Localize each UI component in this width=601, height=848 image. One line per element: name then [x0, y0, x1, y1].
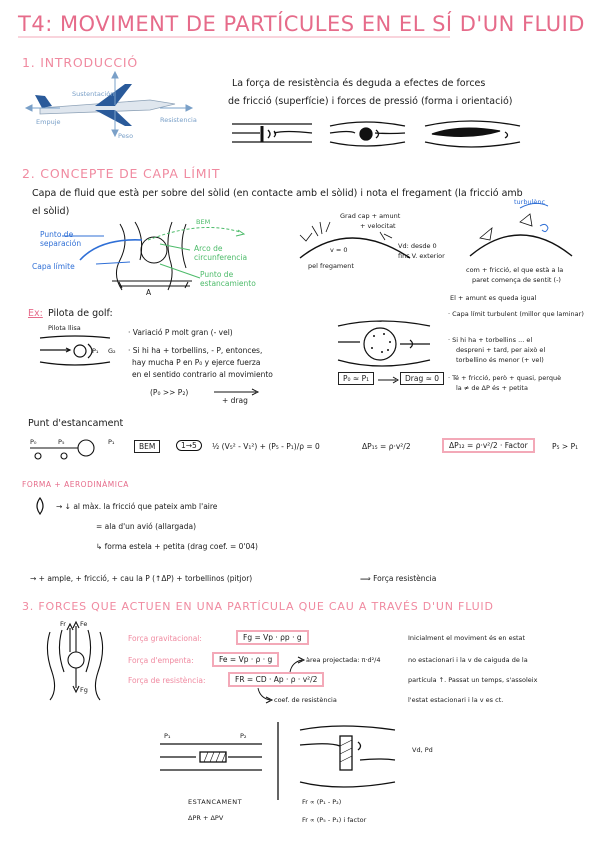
section-2-heading: 2. CONCEPTE DE CAPA LÍMIT	[22, 166, 221, 181]
smooth-ball-label: Pilota llisa	[48, 324, 81, 332]
right-note-3: despreni + tard, per això el	[456, 346, 546, 354]
dimension-a-label: A	[146, 288, 152, 297]
right-note-2: · Si hi ha + torbellins ... el	[448, 336, 533, 344]
p1-label: P₁	[92, 347, 99, 355]
pressure-equal-box: P₀ ≈ P₁	[338, 372, 374, 385]
stagnation-point-label: Punto de estancamiento	[200, 270, 256, 288]
right-note-1: · Capa límit turbulent (millor que laminar)	[448, 310, 584, 318]
golf-bullet-4: en el sentido contrario al movimiento	[132, 370, 273, 379]
arc-label: Arco de circunferencia	[194, 244, 248, 262]
gravity-equation: Fg = Vp · ρp · g	[236, 630, 309, 645]
buoyancy-label: Força d'empenta:	[128, 656, 194, 665]
resistance-label: Força de resistència:	[128, 676, 206, 685]
stag-p5-label: P₅	[58, 438, 65, 446]
vd-pd-label: Vd, Pd	[412, 746, 433, 754]
lift-label: Sustentación	[72, 90, 115, 98]
section-2-intro-2: el sòlid)	[32, 206, 70, 217]
steady-note-4: l'estat estacionari i la v es ct.	[408, 696, 504, 704]
shape-heading: FORMA + AERODINÀMICA	[22, 480, 129, 489]
page-title: T4: MOVIMENT DE PARTÍCULES EN EL SÍ D'UN FLUID	[18, 12, 585, 36]
right-note-4: torbellino és menor (+ vel)	[456, 356, 544, 364]
friction-label: pel fregament	[308, 262, 354, 270]
right-note-6: la ≠ de ΔP és + petita	[456, 384, 528, 392]
fr-label: Fr	[60, 620, 66, 628]
section-2-intro-1: Capa de fluid que està per sobre del sòlid (en contacte amb el sòlid) i nota el fregament (la fricció amb	[32, 188, 523, 199]
shape-line-3: ↳ forma estela + petita (drag coef. = 0'04)	[96, 542, 258, 551]
bem-label: BEM	[196, 218, 211, 226]
golf-bullet-3: hay mucha P en P₀ y ejerce fuerza	[132, 358, 261, 367]
fins-label: fins V. exterior	[398, 252, 445, 260]
figure-p2-label: P₂	[240, 732, 247, 740]
golf-title: Pilota de golf:	[48, 308, 113, 319]
stag-p0-label: P₀	[30, 438, 37, 446]
figure-p1-label: P₁	[164, 732, 171, 740]
steady-note-1: Inicialment el moviment és en estat	[408, 634, 526, 642]
drag-label: + drag	[222, 396, 248, 405]
drag-label: Resistencia	[160, 116, 197, 124]
pressure-sum-caption: ΔPR + ΔPV	[188, 814, 224, 822]
thrust-label: Empuje	[36, 118, 61, 126]
resistance-equation: FR = CD · Ap · ρ · v²/2	[228, 672, 324, 687]
stag-equation-1: ½ (V₅² - V₁²) + (P₅ - P₁)/ρ = 0	[212, 442, 320, 451]
stag-equation-2: ΔP₁₅ = ρ·v²/2	[362, 442, 411, 451]
stag-bem-box: BEM	[134, 440, 160, 453]
drag-coefficient-note: coef. de resistència	[274, 696, 337, 704]
turbulent-note-1: com + fricció, el que està a la	[466, 266, 564, 274]
steady-note-2: no estacionari i la v de caiguda de la	[408, 656, 528, 664]
section-3-heading: 3. FORCES QUE ACTUEN EN UNA PARTÍCULA QUE CAU A TRAVÉS D'UN FLUID	[22, 600, 494, 613]
right-note-5: · Té + fricció, però + quasi, perquè	[448, 374, 562, 382]
stag-equation-4: P₅ > P₁	[552, 442, 579, 451]
grad-top-label: Grad cap + amunt	[340, 212, 401, 220]
shape-line-1: → ↓ al màx. la fricció que pateix amb l'aire	[56, 502, 218, 511]
grad-top2-label: + velocitat	[360, 222, 396, 230]
vd-label: Vd: desde 0	[398, 242, 437, 250]
golf-bullet-2: · Si hi ha + torbellins, - P, entonces,	[128, 346, 263, 355]
v0-label: v = 0	[330, 246, 348, 254]
projected-area-note: àrea projectada: π·d²/4	[306, 656, 381, 664]
example-label: Ex:	[28, 308, 43, 319]
section-1-heading: 1. INTRODUCCIÓ	[22, 55, 139, 70]
drag-zero-box: Drag ≈ 0	[400, 372, 444, 385]
turbulent-note-2: paret comença de sentit (-)	[472, 276, 561, 284]
golf-bullet-1: · Variació P molt gran (- vel)	[128, 328, 233, 337]
separation-point-label: Punto de separación	[40, 230, 82, 248]
intro-line-1: La força de resistència és deguda a efectes de forces	[232, 78, 486, 89]
stag-step: 1→5	[176, 440, 202, 451]
buoyancy-equation: Fe = Vp · ρ · g	[212, 652, 279, 667]
weight-label: Peso	[118, 132, 134, 140]
shape-line-4: → + ample, + fricció, + cau la P (↑ΔP) + torbellinos (pitjor)	[30, 574, 253, 583]
shape-line-2: = ala d'un avió (allargada)	[96, 522, 197, 531]
g2-label: G₂	[108, 347, 116, 355]
boundary-layer-label: Capa límite	[32, 262, 75, 271]
shape-line-5: ⟹ Força resistència	[360, 574, 437, 583]
force-proportional-2: Fr ∝ (P₅ - P₁) i factor	[302, 816, 367, 824]
gravity-label: Força gravitacional:	[128, 634, 202, 643]
fg-label: Fg	[80, 686, 88, 694]
golf-pressure-formula: (P₀ >> P₂)	[150, 388, 189, 397]
stagnation-caption: ESTANCAMENT	[188, 798, 243, 806]
turbulent-note-3: El + amunt es queda igual	[450, 294, 537, 302]
intro-line-2: de fricció (superfície) i forces de pressió (forma i orientació)	[228, 96, 513, 107]
turbulent-label: turbulènc	[514, 198, 546, 206]
force-proportional-1: Fr ∝ (P₁ - P₂)	[302, 798, 342, 806]
steady-note-3: partícula ↑. Passat un temps, s'assoleix	[408, 676, 538, 684]
stagnation-title: Punt d'estancament	[28, 418, 124, 429]
fe-label: Fe	[80, 620, 88, 628]
stag-p1-label: P₁	[108, 438, 115, 446]
stag-equation-3: ΔP₁₂ = ρ·v²/2 · Factor	[442, 438, 535, 453]
